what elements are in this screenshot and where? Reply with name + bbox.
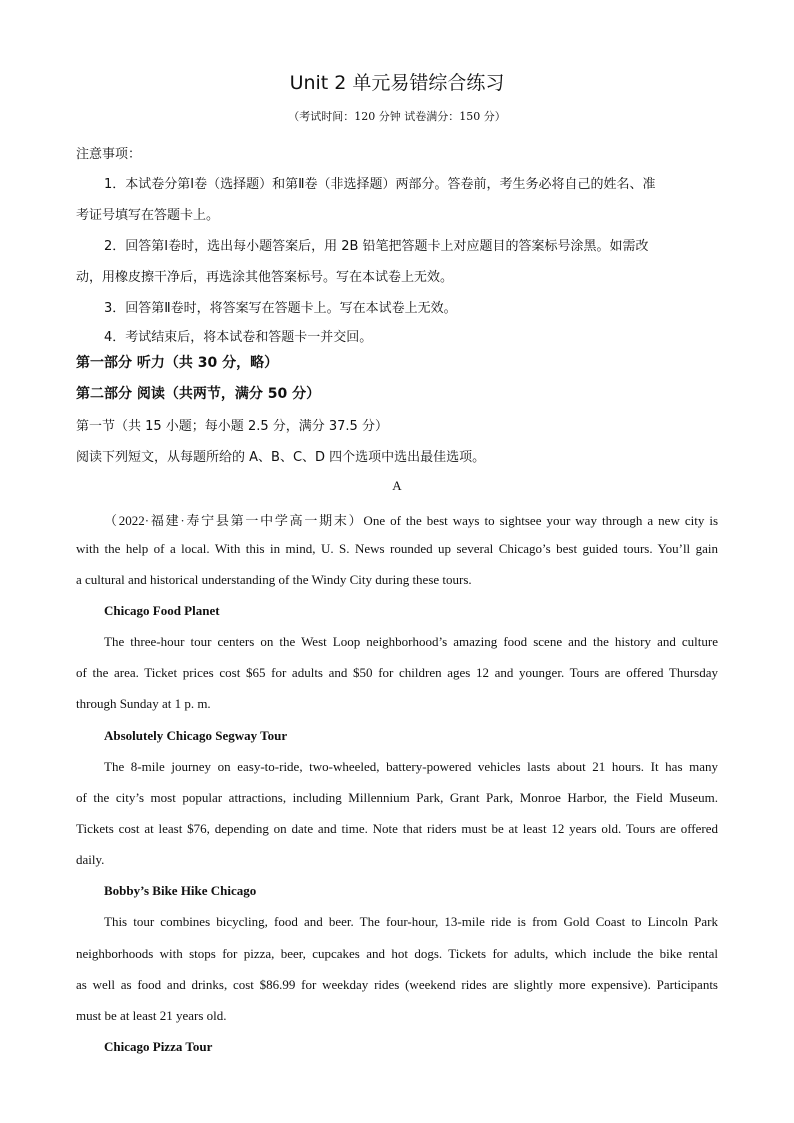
notice-item-4: 4．考试结束后，将本试卷和答题卡一并交回。	[104, 330, 373, 345]
section-1-heading: 第一节（共 15 小题；每小题 2.5 分，满分 37.5 分）	[76, 419, 388, 434]
tour-1-line-3: through Sunday at 1 p. m.	[76, 696, 211, 711]
tour-3-line-1: This tour combines bicycling, food and beer. The four-hour, 13-mile ride is from Gold Coast to Lincoln Park	[104, 914, 718, 929]
tour-3-line-2: neighborhoods with stops for pizza, beer, cupcakes and hot dogs. Tickets for adults, which include the bike rental	[76, 946, 718, 961]
notice-item-1-line-2: 考证号填写在答题卡上。	[76, 208, 220, 223]
tour-2-line-4: daily.	[76, 852, 105, 867]
exam-info: （考试时间：120 分钟 试卷满分：150 分）	[288, 110, 506, 123]
passage-intro-line-2: with the help of a local. With this in mind, U. S. News rounded up several Chicago’s best guided tours. You’ll gain	[76, 541, 718, 556]
part-2-heading: 第二部分 阅读（共两节，满分 50 分）	[76, 386, 321, 402]
notice-item-2-line-1: 2．回答第Ⅰ卷时，选出每小题答案后，用 2B 铅笔把答题卡上对应题目的答案标号涂黑。如需改	[104, 239, 649, 254]
tour-1-title: Chicago Food Planet	[104, 603, 220, 618]
tour-4-title: Chicago Pizza Tour	[104, 1039, 213, 1054]
notice-heading: 注意事项：	[76, 147, 142, 162]
instruction-text: 阅读下列短文，从每题所给的 A、B、C、D 四个选项中选出最佳选项。	[76, 450, 486, 465]
tour-3-line-4: must be at least 21 years old.	[76, 1008, 227, 1023]
tour-3-line-3: as well as food and drinks, cost $86.99 for weekday rides (weekend rides are slightly more expensive). Participants	[76, 977, 718, 992]
tour-3-title: Bobby’s Bike Hike Chicago	[104, 883, 257, 898]
notice-item-1-line-1: 1．本试卷分第Ⅰ卷（选择题）和第Ⅱ卷（非选择题）两部分。答卷前，考生务必将自己的姓名、准	[104, 177, 656, 192]
tour-2-line-2: of the city’s most popular attractions, including Millennium Park, Grant Park, Monroe Harbor, the Field Museum.	[76, 790, 718, 805]
tour-1-line-1: The three-hour tour centers on the West Loop neighborhood’s amazing food scene and the history and culture	[104, 634, 718, 649]
tour-2-title: Absolutely Chicago Segway Tour	[104, 728, 288, 743]
notice-item-3: 3．回答第Ⅱ卷时，将答案写在答题卡上。写在本试卷上无效。	[104, 301, 457, 316]
part-1-heading: 第一部分 听力（共 30 分，略）	[76, 355, 279, 371]
passage-intro-line-3: a cultural and historical understanding of the Windy City during these tours.	[76, 572, 472, 587]
tour-2-line-3: Tickets cost at least $76, depending on date and time. Note that riders must be at least 12 years old. Tours are offered	[76, 821, 718, 836]
passage-label: A	[392, 478, 402, 493]
tour-2-line-1: The 8-mile journey on easy-to-ride, two-wheeled, battery-powered vehicles lasts about 21 hours. It has many	[104, 759, 718, 774]
notice-item-2-line-2: 动，用橡皮擦干净后，再选涂其他答案标号。写在本试卷上无效。	[76, 270, 454, 285]
passage-intro-line-1: （2022·福建·寿宁县第一中学高一期末）One of the best ways to sightsee your way through a new city is	[104, 513, 718, 528]
page-title: Unit 2 单元易错综合练习	[289, 72, 505, 94]
tour-1-line-2: of the area. Ticket prices cost $65 for adults and $50 for children ages 12 and younger. Tours are offered Thursday	[76, 665, 718, 680]
